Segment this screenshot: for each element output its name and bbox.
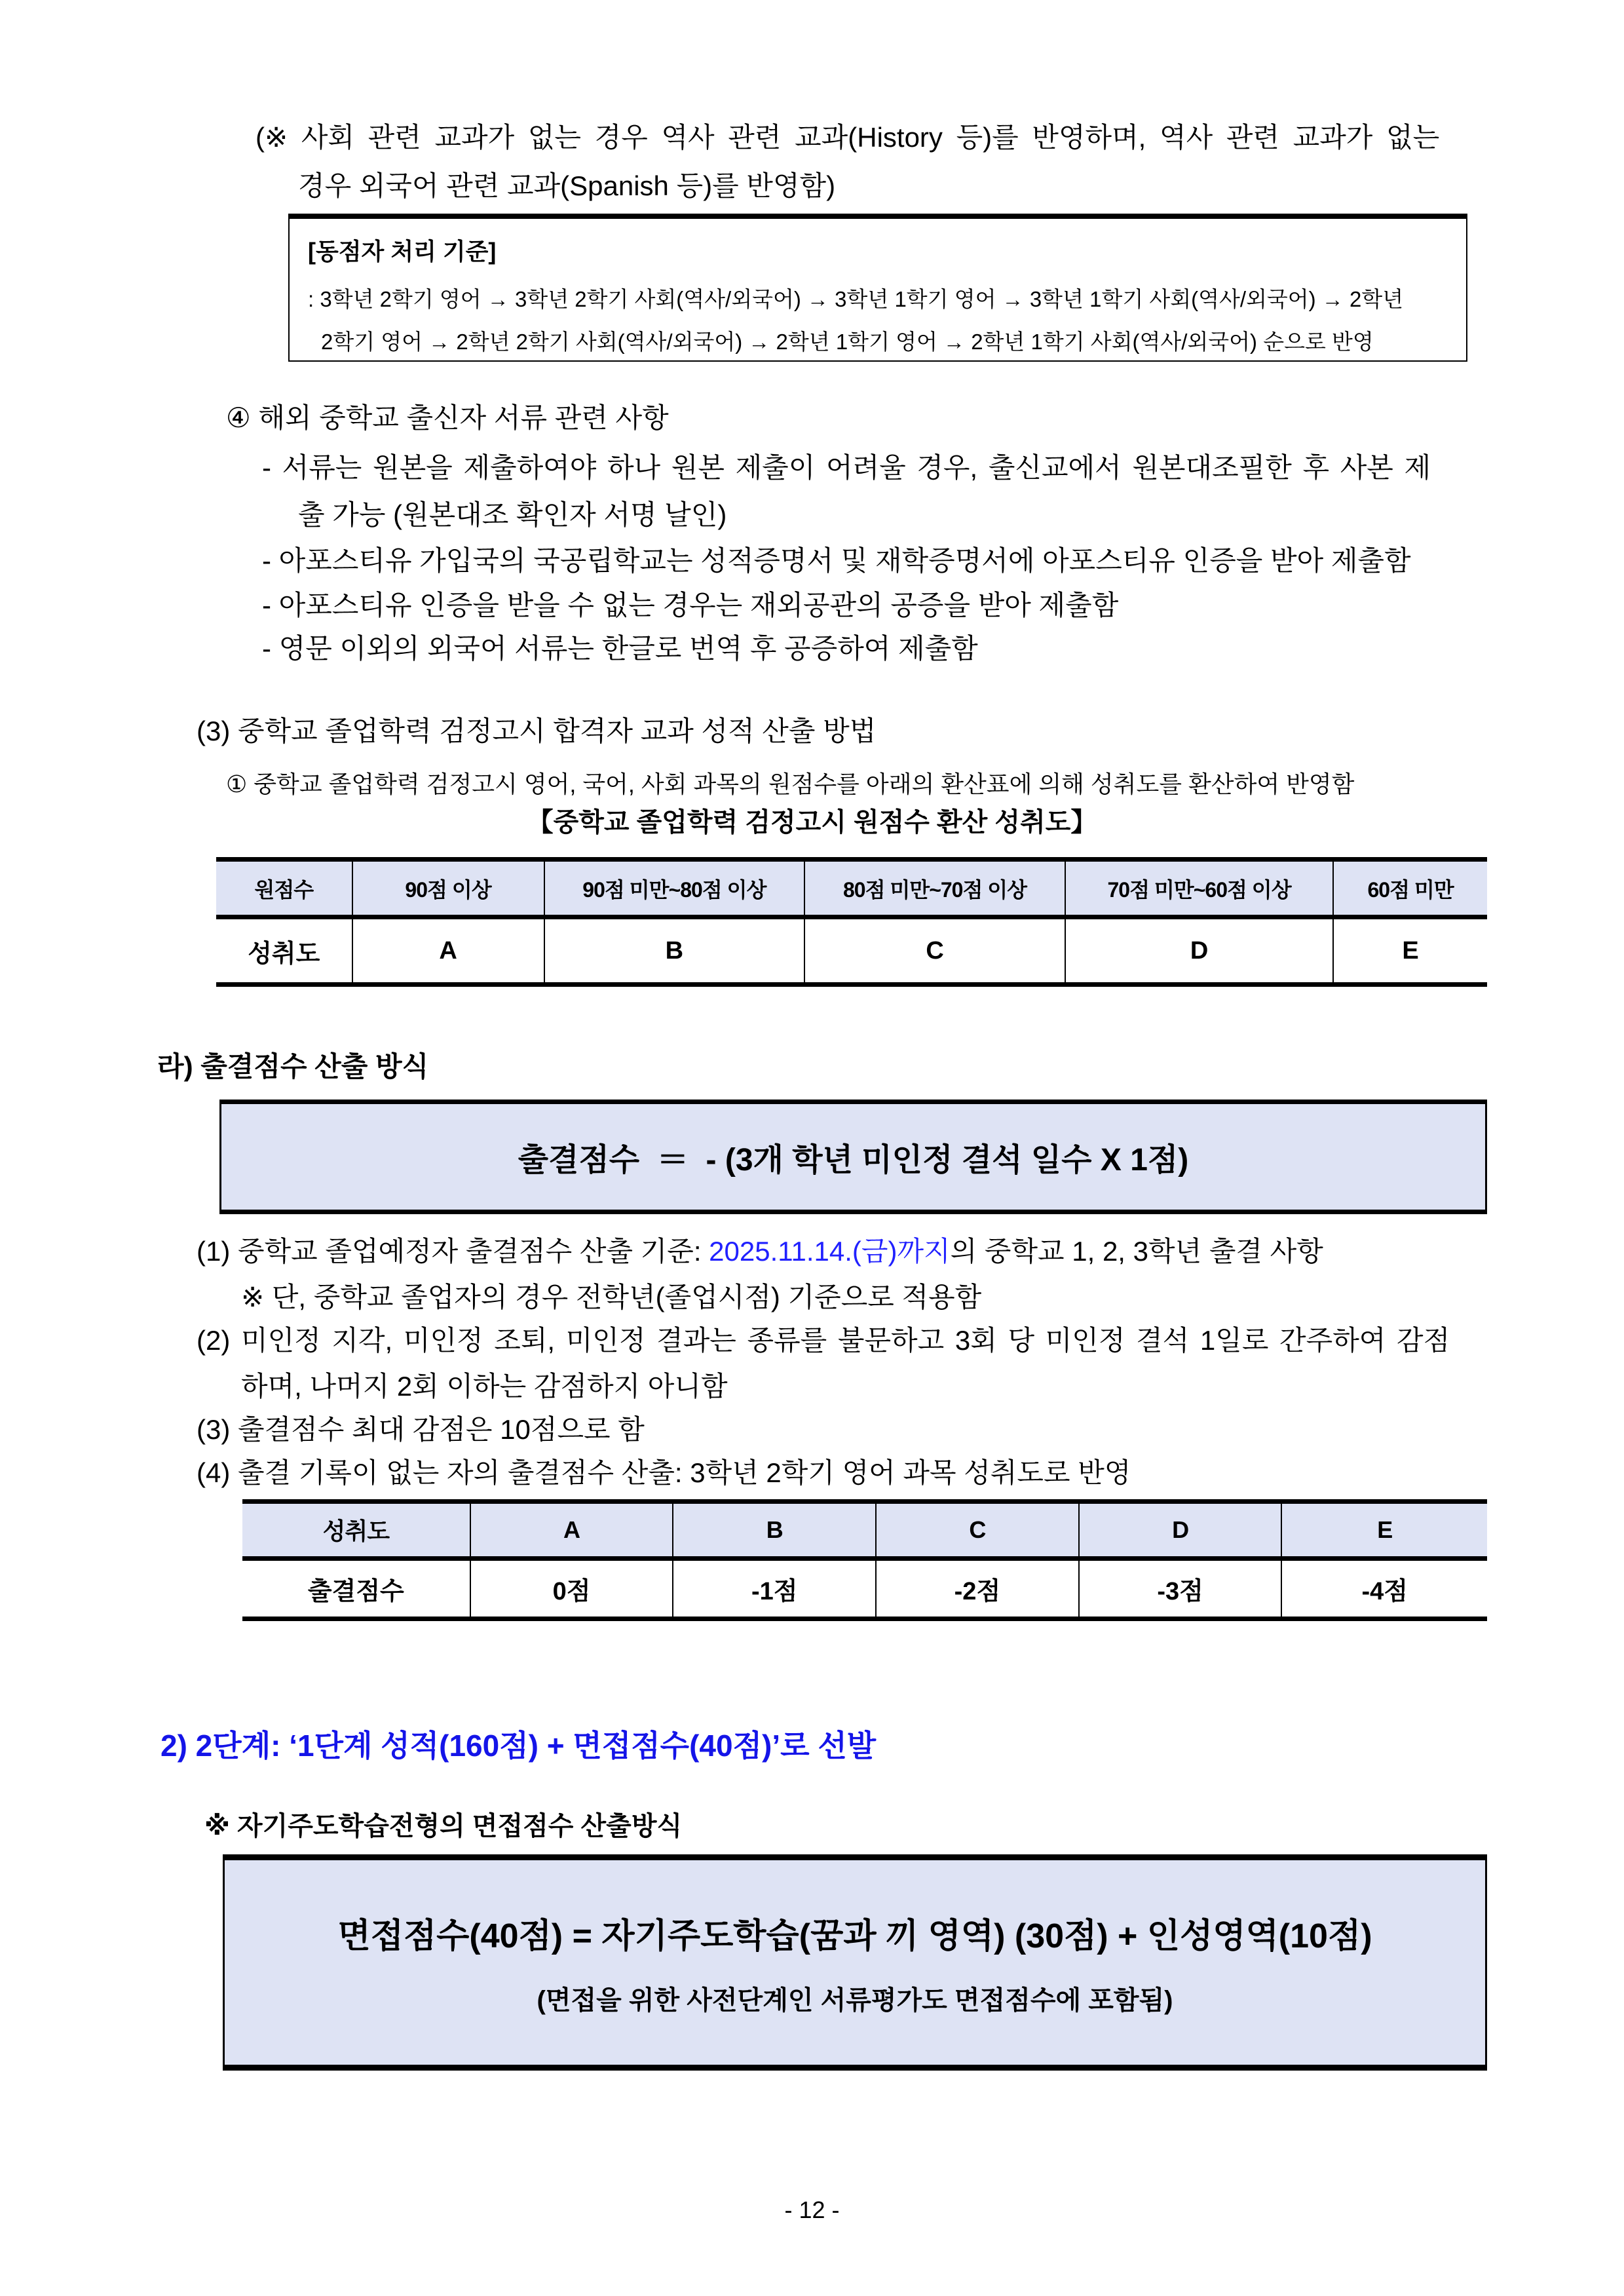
attendance-item2-line2: 하며, 나머지 2회 이하는 감점하지 아니함 [241, 1371, 728, 1402]
stage2-interview-note: ※ 자기주도학습전형의 면접점수 산출방식 [204, 1812, 683, 1841]
attendance-score-table [242, 1499, 1487, 1621]
value-cell: E [1333, 917, 1487, 985]
ged-section-heading: (3) 중학교 졸업학력 검정고시 합격자 교과 성적 산출 방법 [197, 716, 877, 746]
note-social-subject-line1: (※ 사회 관련 교과가 없는 경우 역사 관련 교과(History 등)를 반영하며, 역사 관련 교과가 없는 [255, 122, 1440, 153]
header-cell: B [673, 1502, 876, 1559]
overseas-docs-heading: ④ 해외 중학교 출신자 서류 관련 사항 [226, 402, 669, 433]
attendance-item4: (4) 출결 기록이 없는 자의 출결점수 산출: 3학년 2학기 영어 과목 성취도로 반영 [197, 1457, 1131, 1488]
header-cell: 90점 미만~80점 이상 [544, 860, 805, 917]
header-cell: E [1281, 1502, 1487, 1559]
attendance-item1-prefix: (1) 중학교 졸업예정자 출결점수 산출 기준: [197, 1236, 709, 1267]
tiebreak-title: [동점자 처리 기준] [308, 238, 497, 265]
header-cell: 60점 미만 [1333, 860, 1487, 917]
header-cell: 90점 이상 [352, 860, 544, 917]
attendance-formula: 출결점수 ＝ - (3개 학년 미인정 결석 일수 X 1점) [518, 1143, 1189, 1177]
attendance-formula-box [219, 1100, 1487, 1214]
tiebreak-order-line1: : 3학년 2학기 영어 → 3학년 2학기 사회(역사/외국어) → 3학년 1학기 영어 → 3학년 1학기 사회(역사/외국어) → 2학년 [308, 287, 1404, 311]
table-row [242, 1558, 1487, 1618]
value-cell: 0점 [470, 1558, 673, 1618]
header-cell: 원점수 [216, 860, 352, 917]
ged-conversion-table [216, 857, 1487, 987]
attendance-item1 [197, 1234, 1323, 1269]
note-social-subject-line2: 경우 외국어 관련 교과(Spanish 등)를 반영함) [298, 170, 836, 201]
page-number: - 12 - [784, 2196, 840, 2223]
overseas-bullet4: - 영문 이외의 외국어 서류는 한글로 번역 후 공증하여 제출함 [262, 633, 978, 664]
value-cell: C [804, 917, 1065, 985]
attendance-item3: (3) 출결점수 최대 감점은 10점으로 함 [197, 1414, 645, 1445]
ged-table-title: 【중학교 졸업학력 검정고시 원점수 환산 성취도】 [527, 808, 1097, 837]
table-row [216, 917, 1487, 985]
value-cell: B [544, 917, 805, 985]
table-header-row [216, 860, 1487, 917]
header-cell: D [1079, 1502, 1282, 1559]
attendance-item1-suffix: 의 중학교 1, 2, 3학년 출결 사항 [950, 1236, 1323, 1267]
attendance-item2-line1: (2) 미인정 지각, 미인정 조퇴, 미인정 결과는 종류를 불문하고 3회 당 미인정 결석 1일로 간주하여 감점 [197, 1325, 1450, 1356]
header-cell: 80점 미만~70점 이상 [804, 860, 1065, 917]
attendance-deadline-date: 2025.11.14.(금)까지 [709, 1236, 951, 1267]
overseas-bullet1-line2: 출 가능 (원본대조 확인자 서명 날인) [298, 499, 727, 530]
value-cell: -4점 [1281, 1558, 1487, 1618]
attendance-section-heading: 라) 출결점수 산출 방식 [157, 1051, 429, 1082]
overseas-bullet3: - 아포스티유 인증을 받을 수 없는 경우는 재외공관의 공증을 받아 제출함 [262, 590, 1119, 621]
overseas-bullet1-line1: - 서류는 원본을 제출하여야 하나 원본 제출이 어려울 경우, 출신교에서 원본대조필한 후 사본 제 [262, 452, 1431, 483]
overseas-bullet2: - 아포스티유 가입국의 국공립학교는 성적증명서 및 재학증명서에 아포스티유 인증을 받아 제출함 [262, 545, 1411, 576]
table-header-row [242, 1502, 1487, 1559]
attendance-item1-note: ※ 단, 중학교 졸업자의 경우 전학년(졸업시점) 기준으로 적용함 [241, 1282, 982, 1312]
value-cell: -2점 [876, 1558, 1079, 1618]
value-cell: -1점 [673, 1558, 876, 1618]
value-cell: A [352, 917, 544, 985]
tiebreak-order-line2: 2학기 영어 → 2학년 2학기 사회(역사/외국어) → 2학년 1학기 영어 → 2학년 1학기 사회(역사/외국어) 순으로 반영 [321, 330, 1374, 354]
value-cell: D [1065, 917, 1333, 985]
header-cell: A [470, 1502, 673, 1559]
header-cell: 70점 미만~60점 이상 [1065, 860, 1333, 917]
value-cell: 출결점수 [307, 1577, 404, 1605]
value-cell: 성취도 [248, 940, 320, 968]
ged-sub-item: ① 중학교 졸업학력 검정고시 영어, 국어, 사회 과목의 원점수를 아래의 환산표에 의해 성취도를 환산하여 반영함 [226, 771, 1355, 797]
interview-formula-note: (면접을 위한 사전단계인 서류평가도 면접점수에 포함됨) [537, 1986, 1173, 2015]
stage2-heading: 2) 2단계: ‘1단계 성적(160점) + 면접점수(40점)’로 선발 [161, 1729, 877, 1763]
interview-formula: 면접점수(40점) = 자기주도학습(꿈과 끼 영역) (30점) + 인성영역(10점) [337, 1917, 1372, 1955]
header-cell: 성취도 [242, 1502, 470, 1559]
header-cell: C [876, 1502, 1079, 1559]
value-cell: -3점 [1079, 1558, 1282, 1618]
tiebreak-criteria-box [288, 214, 1467, 362]
interview-score-box [223, 1854, 1487, 2071]
